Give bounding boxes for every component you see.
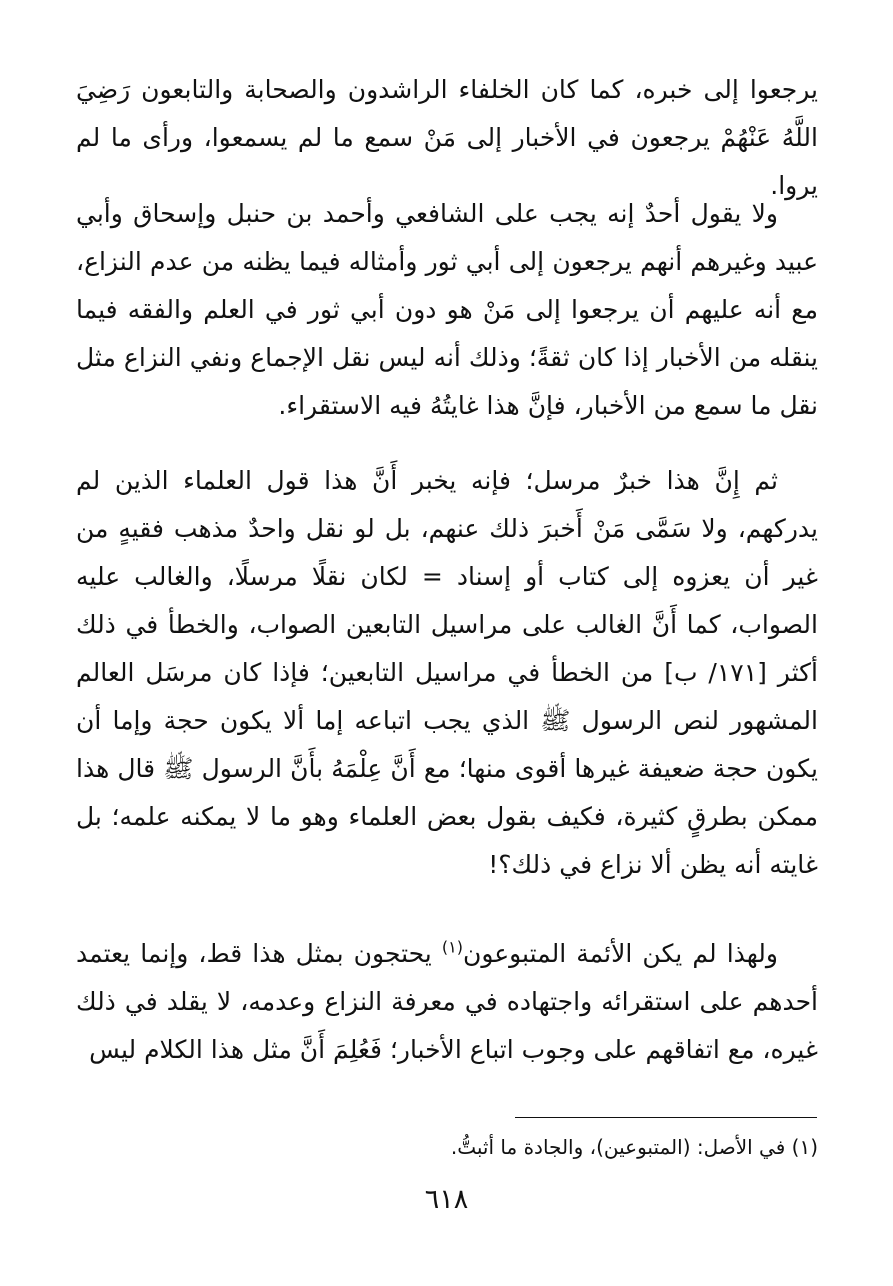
paragraph-continuation <box>76 66 818 210</box>
paragraph-text: ولا يقول أحدٌ إنه يجب على الشافعي وأحمد بن حنبل وإسحاق وأبي عبيد وغيرهم أنهم يرجعون إلى أبي ثور وأمثاله فيما يظنه من عدم النزاع، مع أنه عليهم أن يرجعوا إلى مَنْ هو دون أبي ثور في العلم والفقه فيما ينقله من الأخبار إذا كان ثقةً؛ وذلك أنه ليس نقل الإجماع ونفي النزاع مثل نقل ما سمع من الأخبار، فإنَّ هذا غايتُهُ فيه الاستقراء. <box>76 199 818 420</box>
paragraph-followed-imams <box>76 930 818 1074</box>
paragraph-mursal-report <box>76 457 818 889</box>
paragraph-text: يرجعوا إلى خبره، كما كان الخلفاء الراشدون والصحابة والتابعون رَضِيَ اللَّهُ عَنْهُمْ يرجعون في الأخبار إلى مَنْ سمع ما لم يسمعوا، ورأى ما لم يروا. <box>76 75 818 200</box>
footnote: (١) في الأصل: (المتبوعين)، والجادة ما أثبتُّ. <box>450 1135 818 1159</box>
paragraph-text-start: ولهذا لم يكن الأئمة المتبوعون <box>462 939 778 968</box>
page-number: ٦١٨ <box>424 1184 469 1215</box>
footnote-reference: (١) <box>441 937 463 957</box>
paragraph-abu-thawr <box>76 190 818 430</box>
paragraph-text <box>76 930 818 1074</box>
paragraph-text-end: يحتجون بمثل هذا قط، وإنما يعتمد أحدهم على استقرائه واجتهاده في معرفة النزاع وعدمه، لا يقلد في ذلك غيره، مع اتفاقهم على وجوب اتباع الأخبار؛ فَعُلِمَ أَنَّ مثل هذا الكلام ليس <box>76 939 818 1064</box>
footnote-divider <box>515 1117 817 1118</box>
paragraph-text: ثم إِنَّ هذا خبرٌ مرسل؛ فإنه يخبر أَنَّ هذا قول العلماء الذين لم يدركهم، ولا سَمَّى مَنْ أَخبرَ ذلك عنهم، بل لو نقل واحدٌ مذهب فقيهٍ من غير أن يعزوه إلى كتاب أو إسناد = لكان نقلًا مرسلًا، والغالب عليه الصواب، كما أَنَّ الغالب على مراسيل التابعين الصواب، والخطأ في ذلك أكثر [١٧١/ ب] من الخطأ في مراسيل التابعين؛ فإذا كان مرسَل العالم المشهور لنص الرسول ﷺ الذي يجب اتباعه إما ألا يكون حجة وإما أن يكون حجة ضعيفة غيرها أقوى منها؛ مع أَنَّ عِلْمَهُ بأَنَّ الرسول ﷺ قال هذا ممكن بطرقٍ كثيرة، فكيف بقول بعض العلماء وهو ما لا يمكنه علمه؛ بل غايته أنه يظن ألا نزاع في ذلك؟! <box>76 466 818 879</box>
